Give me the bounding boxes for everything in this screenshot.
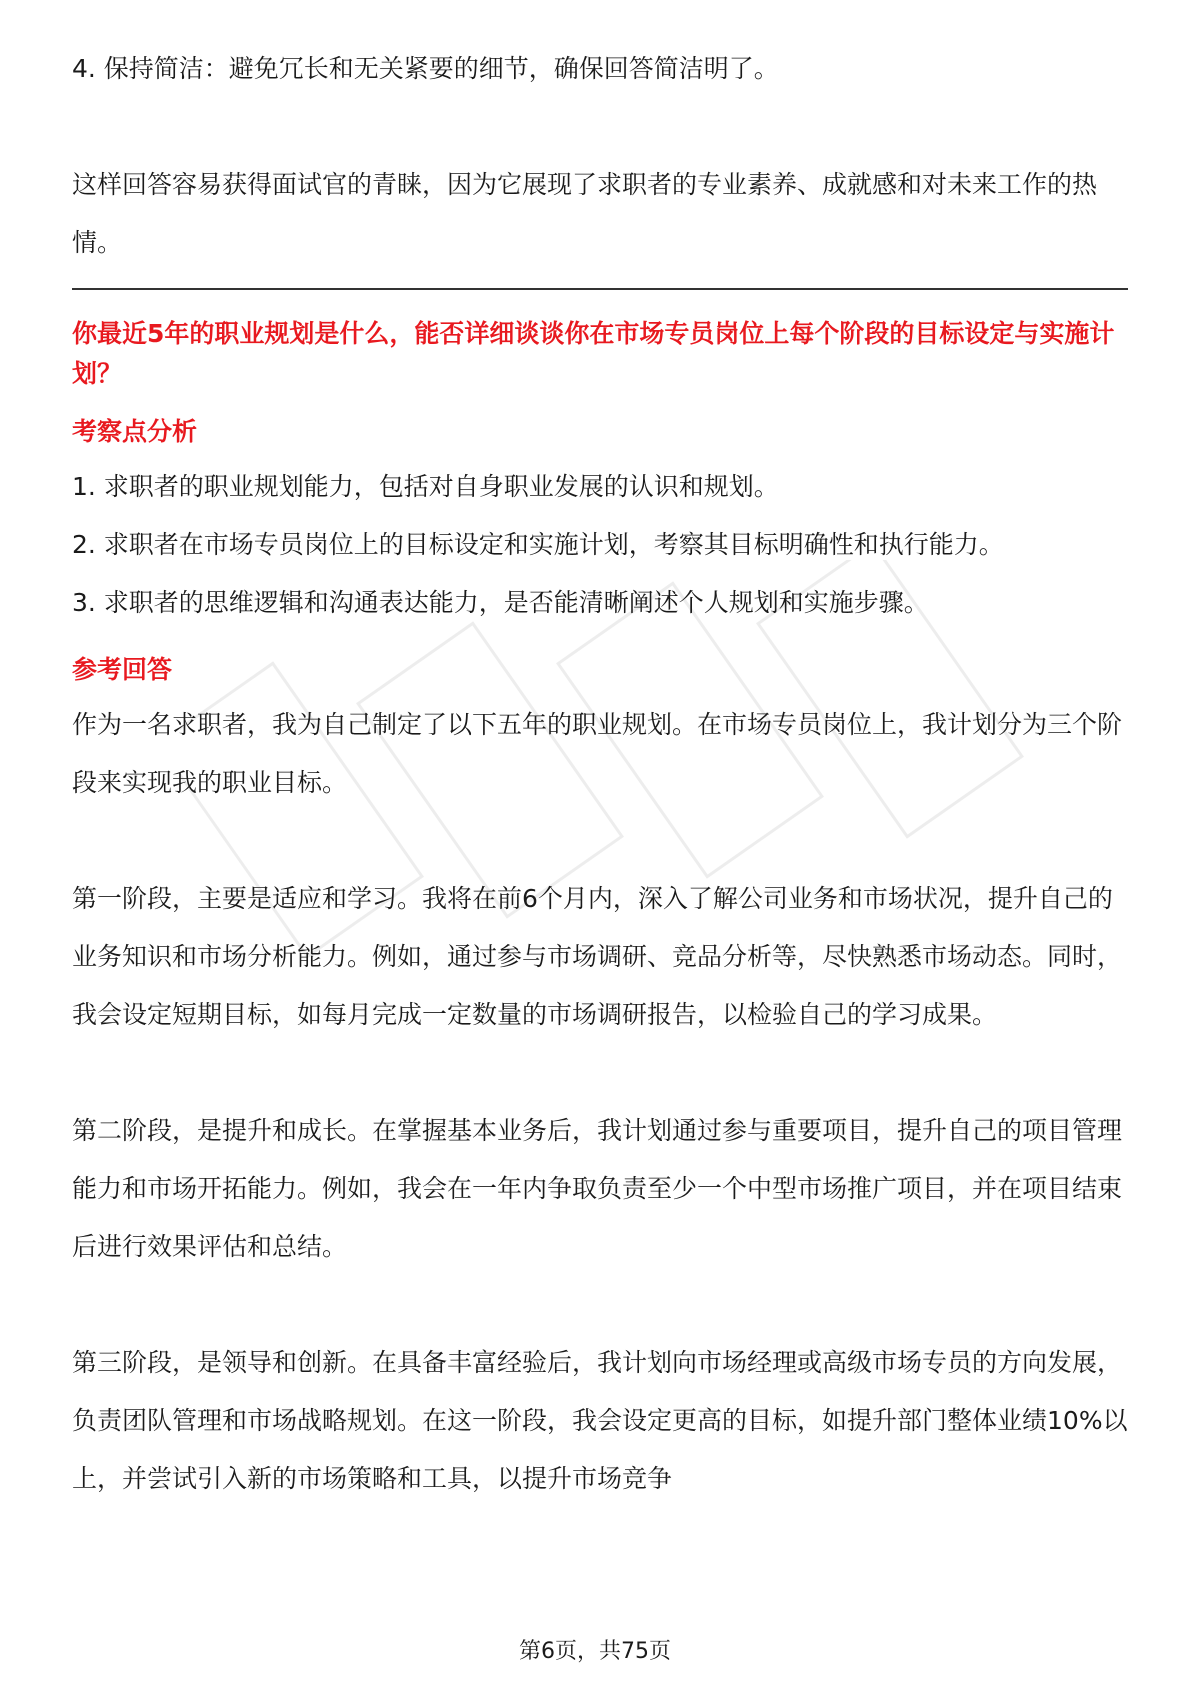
answer-paragraph: 第一阶段，主要是适应和学习。我将在前6个月内，深入了解公司业务和市场状况，提升自己的业务知识和市场分析能力。例如，通过参与市场调研、竞品分析等，尽快熟悉市场动态。同时，我会设定短期目标，如每月完成一定数量的市场调研报告，以检验自己的学习成果。 — [72, 884, 1123, 1029]
section-divider — [72, 288, 1128, 290]
analysis-item: 3. 求职者的思维逻辑和沟通表达能力，是否能清晰阐述个人规划和实施步骤。 — [72, 588, 929, 617]
intro-summary: 这样回答容易获得面试官的青睐，因为它展现了求职者的专业素养、成就感和对未来工作的热情。 — [72, 170, 1098, 257]
main-content — [72, 40, 1128, 1508]
analysis-item: 2. 求职者在市场专员岗位上的目标设定和实施计划，考察其目标明确性和执行能力。 — [72, 530, 1004, 559]
spacer — [72, 1276, 1128, 1334]
analysis-item: 1. 求职者的职业规划能力，包括对自身职业发展的认识和规划。 — [72, 472, 779, 501]
answer-title: 参考回答 — [72, 655, 173, 684]
answer-paragraph: 第三阶段，是领导和创新。在具备丰富经验后，我计划向市场经理或高级市场专员的方向发展，负责团队管理和市场战略规划。在这一阶段，我会设定更高的目标，如提升部门整体业绩10%以上，并尝试引入新的市场策略和工具，以提升市场竞争 — [72, 1348, 1128, 1493]
analysis-title: 考察点分析 — [72, 417, 198, 446]
spacer — [72, 812, 1128, 870]
answer-paragraph: 第二阶段，是提升和成长。在掌握基本业务后，我计划通过参与重要项目，提升自己的项目管理能力和市场开拓能力。例如，我会在一年内争取负责至少一个中型市场推广项目，并在项目结束后进行效果评估和总结。 — [72, 1116, 1123, 1261]
page-number: 第6页，共75页 — [519, 1639, 671, 1664]
question-heading: 你最近5年的职业规划是什么，能否详细谈谈你在市场专员岗位上每个阶段的目标设定与实施计划？ — [72, 319, 1115, 388]
intro-item-4: 4. 保持简洁：避免冗长和无关紧要的细节，确保回答简洁明了。 — [72, 54, 779, 83]
answer-paragraph: 作为一名求职者，我为自己制定了以下五年的职业规划。在市场专员岗位上，我计划分为三个阶段来实现我的职业目标。 — [72, 710, 1123, 797]
spacer — [72, 1044, 1128, 1102]
spacer — [72, 98, 1128, 156]
